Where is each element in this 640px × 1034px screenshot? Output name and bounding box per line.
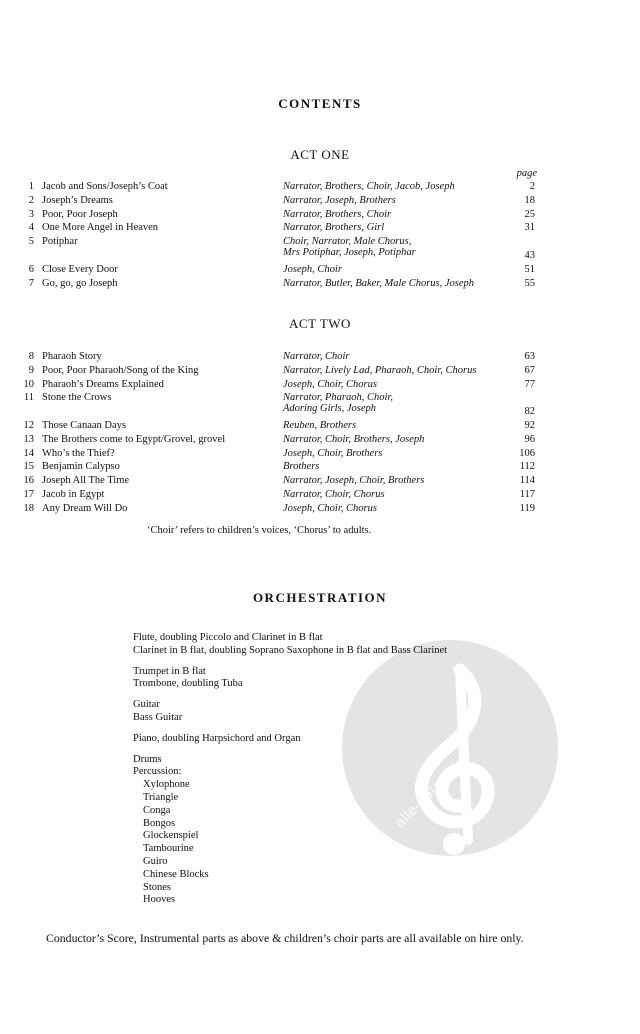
instrument-line: Bass Guitar <box>133 711 183 723</box>
percussion-item: Chinese Blocks <box>143 868 209 880</box>
roles <box>283 236 416 258</box>
song-title: Those Canaan Days <box>42 419 126 431</box>
percussion-item: Triangle <box>143 791 179 803</box>
page-number: 82 <box>524 406 535 418</box>
page-number: 31 <box>524 222 535 234</box>
footer-note: Conductor’s Score, Instrumental parts as above & children’s choir parts are all available on hire only. <box>46 931 524 945</box>
item-number: 12 <box>23 419 34 431</box>
item-number: 3 <box>28 208 34 220</box>
toc-row <box>0 392 640 420</box>
item-number: 13 <box>23 433 34 445</box>
instrument-line: Drums <box>133 753 162 765</box>
act-two-heading: ACT TWO <box>289 316 351 331</box>
toc-row <box>0 351 640 365</box>
instrument-group <box>133 733 447 746</box>
toc-row <box>0 181 640 195</box>
toc-row <box>0 365 640 379</box>
toc-row <box>0 420 640 434</box>
roles <box>283 195 396 206</box>
roles-line: Brothers <box>283 461 320 473</box>
percussion-item: Xylophone <box>143 779 190 791</box>
toc-row <box>0 222 640 236</box>
page-number: 67 <box>524 364 535 376</box>
page-number: 114 <box>519 475 535 487</box>
page-number: 25 <box>524 208 535 220</box>
item-number: 18 <box>23 502 34 514</box>
roles-line: Narrator, Lively Lad, Pharaoh, Choir, Chorus <box>283 364 477 376</box>
song-title: Pharaoh’s Dreams Explained <box>42 378 164 390</box>
roles <box>283 264 342 275</box>
instrument-group <box>133 666 447 692</box>
song-title: Potiphar <box>42 236 78 248</box>
page-number: 112 <box>519 461 535 473</box>
page-number: 55 <box>524 277 535 289</box>
toc-row <box>0 448 640 462</box>
page-number: 43 <box>524 249 535 261</box>
roles-line: Adoring Girls, Joseph <box>283 403 377 415</box>
item-number: 10 <box>23 378 34 390</box>
roles-line: Narrator, Joseph, Brothers <box>283 194 396 206</box>
song-title: Close Every Door <box>42 263 118 275</box>
page-number: 96 <box>524 433 535 445</box>
instrument-line: Flute, doubling Piccolo and Clarinet in B flat <box>133 632 323 643</box>
song-title: Who’s the Thief? <box>42 447 115 459</box>
item-number: 17 <box>23 488 34 500</box>
page-number: 51 <box>524 263 535 275</box>
song-title: One More Angel in Heaven <box>42 222 159 234</box>
toc-row <box>0 503 640 517</box>
percussion-item: Hooves <box>143 894 176 906</box>
percussion-item: Stones <box>143 881 172 893</box>
roles-line: Joseph, Choir, Chorus <box>283 378 377 390</box>
percussion-item: Conga <box>143 804 171 816</box>
roles <box>283 222 384 233</box>
instrument-line: Trumpet in B flat <box>133 665 206 677</box>
toc-row <box>0 461 640 475</box>
page-column-label: page <box>516 168 537 179</box>
roles <box>283 181 455 192</box>
orchestration-list <box>133 632 447 915</box>
toc-row <box>0 195 640 209</box>
roles-line: Narrator, Brothers, Choir, Jacob, Joseph <box>283 181 455 192</box>
instrument-line: Clarinet in B flat, doubling Soprano Saxophone in B flat and Bass Clarinet <box>133 644 448 656</box>
instrument-line: Trombone, doubling Tuba <box>133 678 243 690</box>
item-number: 14 <box>23 447 34 459</box>
roles <box>283 365 476 376</box>
item-number: 8 <box>28 351 34 362</box>
page-number: 119 <box>519 502 535 514</box>
toc-row <box>0 236 640 264</box>
instrument-line: Percussion: <box>133 766 182 778</box>
song-title: Poor, Poor Joseph <box>42 208 118 220</box>
instrument-line: Guitar <box>133 699 160 711</box>
roles-line: Mrs Potiphar, Joseph, Potiphar <box>283 247 416 259</box>
toc-row <box>0 264 640 278</box>
song-title: The Brothers come to Egypt/Grovel, grovel <box>42 433 226 445</box>
act-one-list <box>0 181 640 291</box>
contents-heading: CONTENTS <box>278 96 362 111</box>
page-number: 63 <box>524 351 535 362</box>
percussion-item: Glockenspiel <box>143 830 199 842</box>
page-number: 106 <box>519 447 535 459</box>
item-number: 7 <box>28 277 34 289</box>
page-number: 117 <box>519 488 535 500</box>
toc-row <box>0 434 640 448</box>
song-title: Pharaoh Story <box>42 351 102 362</box>
item-number: 11 <box>23 392 34 404</box>
roles-line: Narrator, Choir <box>283 351 350 362</box>
roles <box>283 392 393 414</box>
toc-row <box>0 489 640 503</box>
song-title: Benjamin Calypso <box>42 461 120 473</box>
percussion-item: Guiro <box>143 855 168 867</box>
item-number: 1 <box>28 181 34 192</box>
page-number: 2 <box>529 181 535 192</box>
roles <box>283 209 391 220</box>
roles-line: Narrator, Butler, Baker, Male Chorus, Joseph <box>283 277 475 289</box>
roles-line: Choir, Narrator, Male Chorus, <box>283 236 412 248</box>
instrument-group <box>133 754 447 908</box>
item-number: 5 <box>28 236 34 248</box>
song-title: Poor, Poor Pharaoh/Song of the King <box>42 364 199 376</box>
roles <box>283 420 356 431</box>
act-two-list <box>0 351 640 517</box>
roles-line: Narrator, Brothers, Girl <box>283 222 385 234</box>
item-number: 6 <box>28 263 34 275</box>
roles <box>283 489 385 500</box>
song-title: Jacob in Egypt <box>42 488 105 500</box>
page-number: 77 <box>524 378 535 390</box>
toc-row <box>0 209 640 223</box>
roles-line: Narrator, Pharaoh, Choir, <box>283 392 393 404</box>
item-number: 4 <box>28 222 34 234</box>
roles-line: Joseph, Choir, Chorus <box>283 502 377 514</box>
roles <box>283 475 424 486</box>
song-title: Go, go, go Joseph <box>42 277 118 289</box>
roles <box>283 379 377 390</box>
page-number: 92 <box>524 419 535 431</box>
roles <box>283 434 424 445</box>
song-title: Any Dream Will Do <box>42 502 128 514</box>
watermark-text: alle-noten.de <box>392 754 469 832</box>
item-number: 2 <box>28 194 34 206</box>
roles-line: Narrator, Brothers, Choir <box>283 208 392 220</box>
song-title: Joseph’s Dreams <box>42 194 113 206</box>
item-number: 16 <box>23 475 34 487</box>
percussion-item: Bongos <box>143 817 176 829</box>
roles-line: Narrator, Choir, Chorus <box>283 488 385 500</box>
roles-line: Narrator, Joseph, Choir, Brothers <box>283 475 425 487</box>
roles <box>283 448 382 459</box>
roles <box>283 351 350 362</box>
instrument-group <box>133 699 447 725</box>
toc-row <box>0 379 640 393</box>
roles <box>283 503 377 514</box>
item-number: 15 <box>23 461 34 473</box>
choir-note: ‘Choir’ refers to children’s voices, ‘Chorus’ to adults. <box>147 525 372 536</box>
roles-line: Reuben, Brothers <box>283 419 357 431</box>
song-title: Joseph All The Time <box>42 475 130 487</box>
item-number: 9 <box>28 364 34 376</box>
roles-line: Narrator, Choir, Brothers, Joseph <box>283 433 425 445</box>
act-one-heading: ACT ONE <box>290 147 350 162</box>
song-title: Jacob and Sons/Joseph’s Coat <box>42 181 168 192</box>
roles <box>283 278 474 289</box>
instrument-group <box>133 632 447 658</box>
roles <box>283 461 319 472</box>
roles-line: Joseph, Choir, Brothers <box>283 447 383 459</box>
page-number: 18 <box>524 194 535 206</box>
instrument-line: Piano, doubling Harpsichord and Organ <box>133 732 301 744</box>
percussion-item: Tambourine <box>143 843 194 855</box>
toc-row <box>0 475 640 489</box>
song-title: Stone the Crows <box>42 392 112 404</box>
roles-line: Joseph, Choir <box>283 263 342 275</box>
orchestration-heading: ORCHESTRATION <box>252 590 388 605</box>
toc-row <box>0 278 640 292</box>
